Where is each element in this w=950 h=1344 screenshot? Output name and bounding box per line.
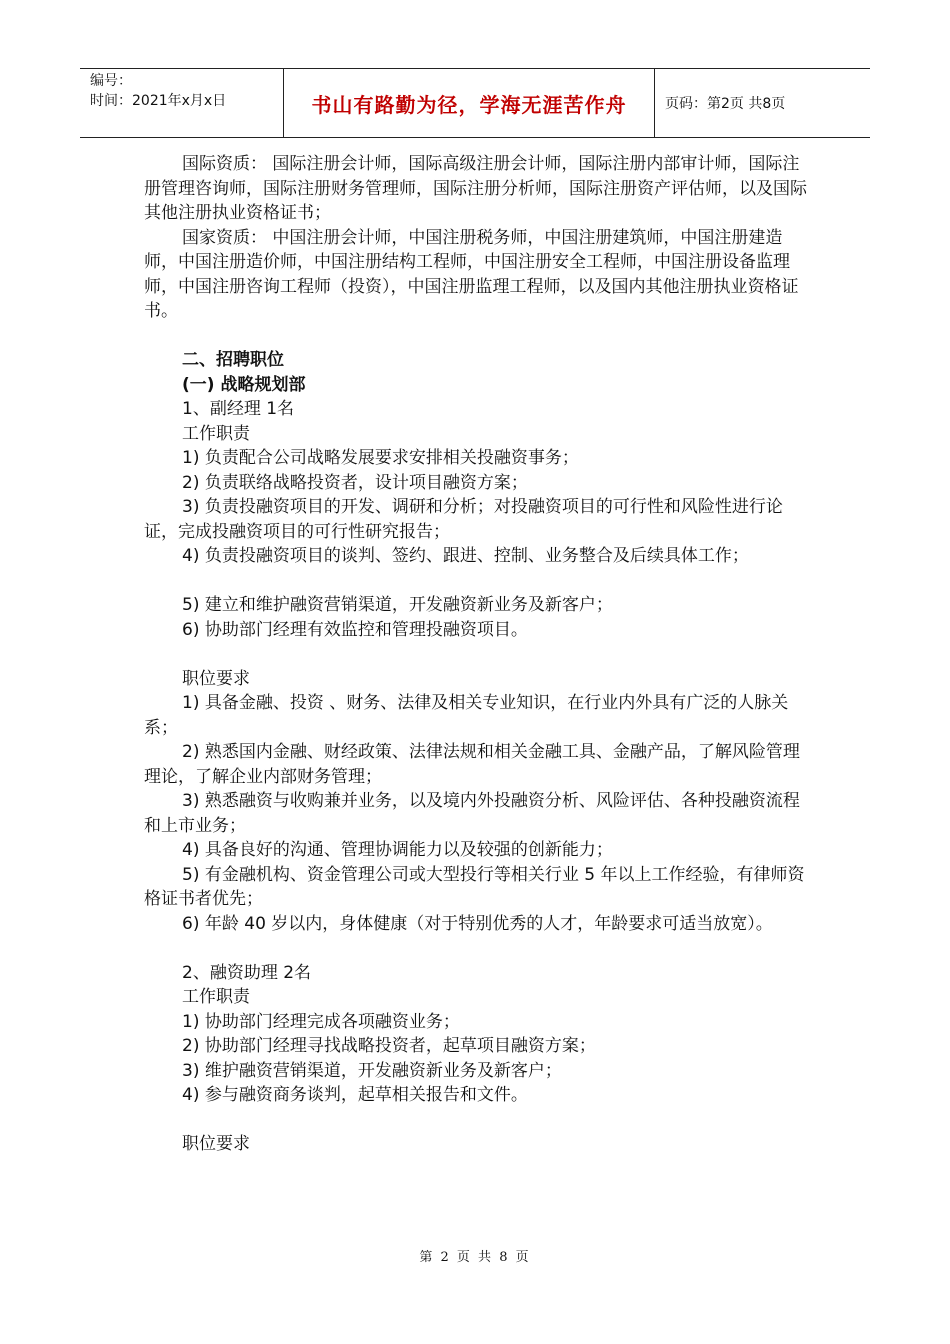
- list-item: 2) 熟悉国内金融、财经政策、法律法规和相关金融工具、金融产品，了解风险管理理论，了解企业内部财务管理；: [144, 742, 800, 787]
- position-title: 1、副经理 1名: [182, 399, 295, 419]
- list-item: 5) 建立和维护融资营销渠道，开发融资新业务及新客户；: [182, 595, 613, 615]
- requirements-heading: 职位要求: [182, 1134, 250, 1154]
- header-table: [80, 68, 870, 138]
- national-qualifications: 国家资质： 中国注册会计师，中国注册税务师，中国注册建筑师，中国注册建造师，中国注册造价师，中国注册结构工程师，中国注册安全工程师，中国注册设备监理师，中国注册咨询工程师（投资），中国注册监理工程师，以及国内其他注册执业资格证书。: [144, 227, 799, 321]
- list-item: 3) 熟悉融资与收购兼并业务，以及境内外投融资分析、风险评估、各种投融资流程和上市业务；: [144, 791, 800, 836]
- header-left-cell: [80, 69, 283, 137]
- document-body: [144, 152, 808, 1157]
- department-title: (一) 战略规划部: [182, 374, 306, 395]
- number-label: 编号：: [90, 73, 132, 89]
- motto: 书山有路勤为径，学海无涯苦作舟: [283, 69, 655, 137]
- list-item: 6) 年龄 40 岁以内，身体健康（对于特别优秀的人才，年龄要求可适当放宽）。: [182, 913, 773, 934]
- list-item: 3) 维护融资营销渠道，开发融资新业务及新客户；: [182, 1060, 562, 1081]
- list-item: 6) 协助部门经理有效监控和管理投融资项目。: [182, 619, 528, 640]
- list-item: 1) 负责配合公司战略发展要求安排相关投融资事务；: [182, 448, 579, 468]
- list-item: 1) 协助部门经理完成各项融资业务；: [182, 1011, 460, 1032]
- international-qualifications: 国际资质： 国际注册会计师，国际高级注册会计师，国际注册内部审计师，国际注册管理咨询师，国际注册财务管理师，国际注册分析师，国际注册资产评估师，以及国际其他注册执业资格证书；: [144, 154, 807, 223]
- section-title: 二、招聘职位: [182, 350, 284, 370]
- list-item: 4) 负责投融资项目的谈判、签约、跟进、控制、业务整合及后续具体工作；: [182, 546, 749, 566]
- page-label: 页码：第2页 共8页: [665, 96, 786, 112]
- list-item: 1) 具备金融、投资 、财务、法律及相关专业知识，在行业内外具有广泛的人脉关系；: [144, 693, 789, 738]
- duties-heading: 工作职责: [182, 423, 250, 444]
- time-label: 时间：2021年x月x日: [90, 93, 227, 109]
- list-item: 4) 参与融资商务谈判，起草相关报告和文件。: [182, 1085, 528, 1105]
- page-footer: 第 2 页 共 8 页: [419, 1250, 531, 1265]
- duties-heading: 工作职责: [182, 987, 250, 1007]
- list-item: 2) 协助部门经理寻找战略投资者，起草项目融资方案；: [182, 1036, 596, 1056]
- list-item: 4) 具备良好的沟通、管理协调能力以及较强的创新能力；: [182, 840, 613, 860]
- list-item: 3) 负责投融资项目的开发、调研和分析；对投融资项目的可行性和风险性进行论证，完成投融资项目的可行性研究报告；: [144, 497, 783, 542]
- position-title: 2、融资助理 2名: [182, 962, 312, 983]
- requirements-heading: 职位要求: [182, 668, 250, 689]
- list-item: 5) 有金融机构、资金管理公司或大型投行等相关行业 5 年以上工作经验，有律师资格证书者优先；: [144, 864, 805, 909]
- list-item: 2) 负责联络战略投资者，设计项目融资方案；: [182, 472, 528, 493]
